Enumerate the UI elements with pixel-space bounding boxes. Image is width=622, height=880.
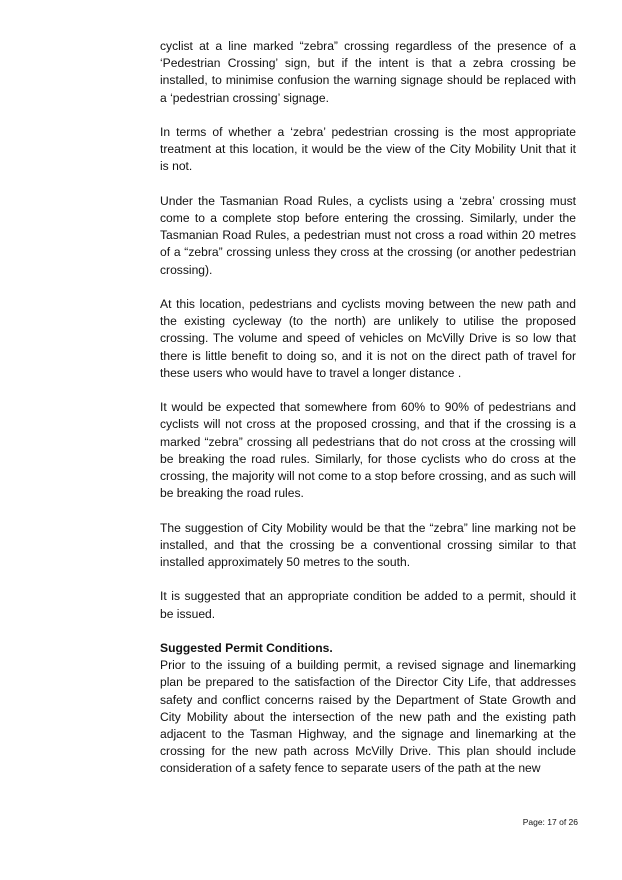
paragraph-4: At this location, pedestrians and cyclists moving between the new path and the existing cycleway (to the north) are unlikely to utilise the proposed crossing. The volume and speed of vehicles on McVilly Drive is so low that there is little benefit to doing so, and it is not on the direct path of travel for these users who would have to travel a longer distance . [160, 297, 576, 380]
paragraph-3: Under the Tasmanian Road Rules, a cyclists using a ‘zebra’ crossing must come to a complete stop before entering the crossing. Similarly, under the Tasmanian Road Rules, a pedestrian must not cross a road within 20 metres of a “zebra” crossing unless they cross at the crossing (or another pedestrian crossing). [160, 193, 576, 277]
page-number: Page: 17 of 26 [522, 817, 578, 827]
paragraph-2: In terms of whether a ‘zebra’ pedestrian crossing is the most appropriate treatment at this location, it would be the view of the City Mobility Unit that it is not. [160, 125, 576, 174]
paragraph-6: The suggestion of City Mobility would be that the “zebra” line marking not be installed, and that the crossing be a conventional crossing similar to that installed approximately 50 metres to the south. [160, 520, 576, 570]
section-heading: Suggested Permit Conditions. [160, 641, 333, 655]
permit-conditions-paragraph: Prior to the issuing of a building permit, a revised signage and linemarking plan be prepared to the satisfaction of the Director City Life, that addresses safety and conflict concerns raised by the Department of State Growth and City Mobility about the intersection of the new path and the existing path adjacent to the Tasman Highway, and the signage and linemarking at the crossing for the new path across McVilly Drive. This plan should include consideration of a safety fence to separate users of the path at the new [160, 658, 576, 776]
paragraph-5: It would be expected that somewhere from 60% to 90% of pedestrians and cyclists will not cross at the proposed crossing, and that if the crossing is a marked “zebra” crossing all pedestrians that do not cross at the crossing will be breaking the road rules. Similarly, for those cyclists who do cross at the crossing, the majority will not come to a stop before crossing, and as such will be breaking the road rules. [160, 400, 576, 501]
paragraph-7: It is suggested that an appropriate condition be added to a permit, should it be issued. [160, 589, 576, 621]
paragraph-1: cyclist at a line marked “zebra” crossing regardless of the presence of a ‘Pedestrian Crossing’ sign, but if the intent is that a zebra crossing be installed, to minimise confusion the warning signage should be replaced with a ‘pedestrian crossing’ signage. [160, 39, 576, 105]
body-text [160, 38, 576, 778]
